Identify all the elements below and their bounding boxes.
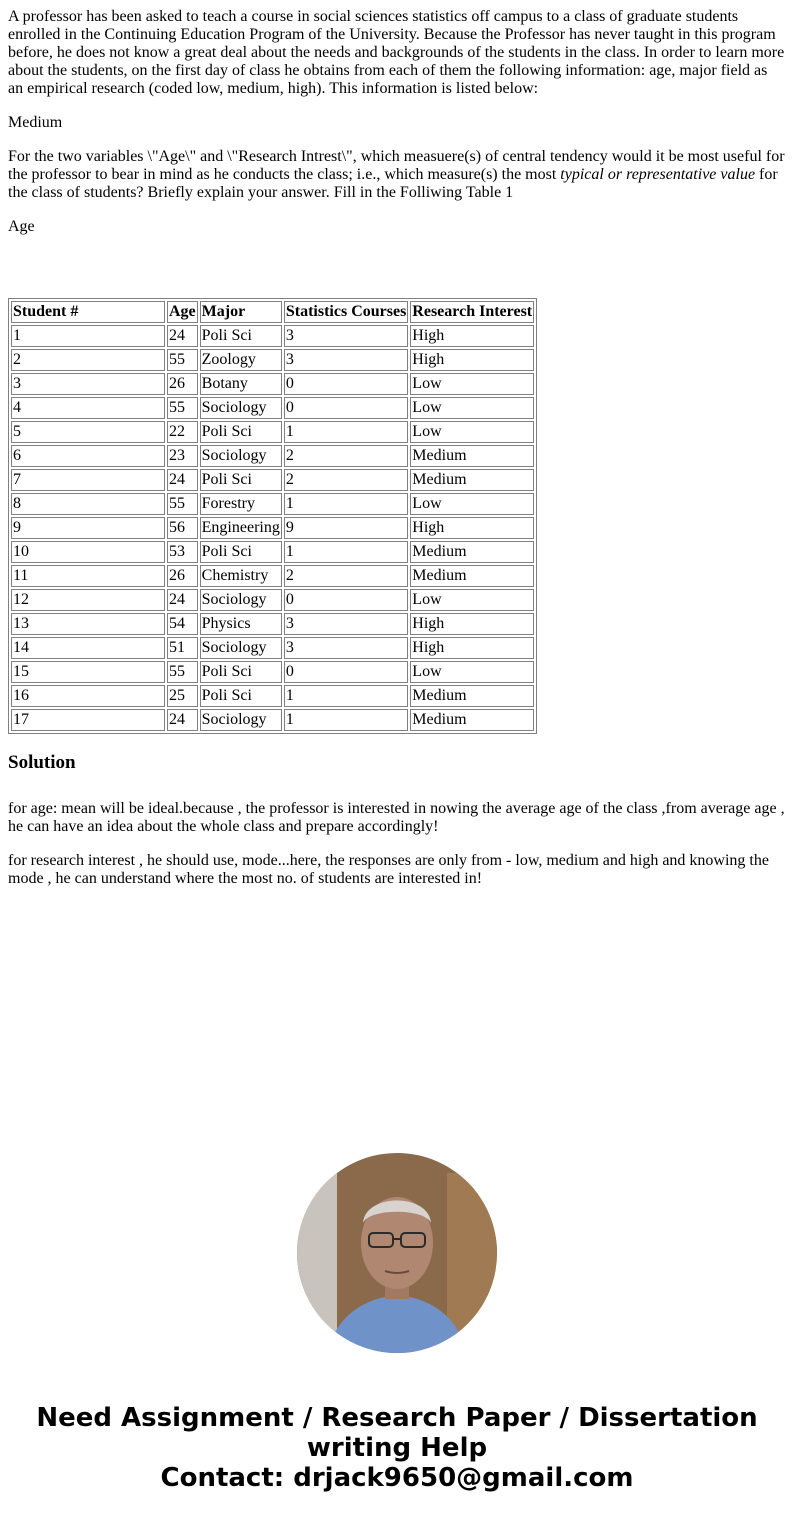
cell-major: Sociology	[200, 589, 282, 611]
cell-age: 56	[167, 517, 198, 539]
cell-student: 4	[11, 397, 165, 419]
cell-age: 55	[167, 349, 198, 371]
table-row	[11, 565, 534, 587]
cell-major: Sociology	[200, 397, 282, 419]
solution-interest-answer: for research interest , he should use, mode...here, the responses are only from - low, medium and high and knowing the mode , he can understand where the most no. of students are interested in!	[8, 852, 769, 887]
table-row	[11, 661, 534, 683]
document-body	[8, 8, 786, 904]
table-row	[11, 373, 534, 395]
table-row	[11, 349, 534, 371]
cell-statistics-courses: 2	[284, 445, 408, 467]
cell-age: 55	[167, 493, 198, 515]
cell-research-interest: High	[410, 613, 534, 635]
cell-major: Sociology	[200, 709, 282, 731]
cell-statistics-courses: 3	[284, 325, 408, 347]
cell-age: 55	[167, 661, 198, 683]
cell-student: 14	[11, 637, 165, 659]
header-age: Age	[167, 301, 198, 323]
cell-student: 8	[11, 493, 165, 515]
cell-statistics-courses: 3	[284, 349, 408, 371]
table-row	[11, 493, 534, 515]
cell-age: 25	[167, 685, 198, 707]
cell-major: Physics	[200, 613, 282, 635]
cell-research-interest: Low	[410, 373, 534, 395]
table-row	[11, 541, 534, 563]
cell-age: 53	[167, 541, 198, 563]
cell-major: Sociology	[200, 445, 282, 467]
cell-statistics-courses: 2	[284, 469, 408, 491]
table-body	[11, 325, 534, 731]
cell-age: 55	[167, 397, 198, 419]
table-row	[11, 517, 534, 539]
cell-statistics-courses: 1	[284, 541, 408, 563]
cell-major: Chemistry	[200, 565, 282, 587]
table-row	[11, 421, 534, 443]
cell-research-interest: Medium	[410, 469, 534, 491]
cell-research-interest: Medium	[410, 565, 534, 587]
cell-major: Poli Sci	[200, 421, 282, 443]
cell-statistics-courses: 1	[284, 493, 408, 515]
promo-line-3: Contact: drjack9650@gmail.com	[160, 1463, 634, 1493]
avatar-wall	[297, 1153, 337, 1353]
cell-statistics-courses: 1	[284, 421, 408, 443]
cell-research-interest: Low	[410, 589, 534, 611]
cell-statistics-courses: 0	[284, 661, 408, 683]
cell-age: 26	[167, 565, 198, 587]
medium-label: Medium	[8, 114, 63, 131]
cell-major: Poli Sci	[200, 469, 282, 491]
prompt-italic-text: typical or representative value	[560, 166, 756, 183]
age-label: Age	[8, 218, 35, 235]
cell-age: 24	[167, 469, 198, 491]
cell-statistics-courses: 1	[284, 709, 408, 731]
cell-major: Poli Sci	[200, 685, 282, 707]
cell-statistics-courses: 3	[284, 637, 408, 659]
cell-major: Zoology	[200, 349, 282, 371]
table-row	[11, 685, 534, 707]
cell-research-interest: High	[410, 637, 534, 659]
cell-research-interest: Low	[410, 397, 534, 419]
cell-research-interest: High	[410, 349, 534, 371]
solution-heading: Solution	[8, 752, 76, 773]
students-table	[8, 298, 537, 734]
cell-statistics-courses: 2	[284, 565, 408, 587]
promo-banner	[0, 1403, 794, 1493]
cell-student: 13	[11, 613, 165, 635]
cell-student: 10	[11, 541, 165, 563]
cell-major: Poli Sci	[200, 661, 282, 683]
table-row	[11, 637, 534, 659]
cell-student: 5	[11, 421, 165, 443]
promo-line-2: writing Help	[306, 1433, 488, 1463]
cell-statistics-courses: 0	[284, 373, 408, 395]
cell-research-interest: Medium	[410, 541, 534, 563]
header-student: Student #	[11, 301, 165, 323]
cell-major: Engineering	[200, 517, 282, 539]
cell-age: 24	[167, 589, 198, 611]
header-statistics-courses: Statistics Courses	[284, 301, 408, 323]
table-row	[11, 613, 534, 635]
cell-statistics-courses: 3	[284, 613, 408, 635]
cell-student: 16	[11, 685, 165, 707]
table-row	[11, 469, 534, 491]
cell-statistics-courses: 9	[284, 517, 408, 539]
cell-student: 17	[11, 709, 165, 731]
cell-student: 9	[11, 517, 165, 539]
cell-age: 24	[167, 709, 198, 731]
cell-student: 6	[11, 445, 165, 467]
cell-student: 11	[11, 565, 165, 587]
cell-student: 3	[11, 373, 165, 395]
cell-student: 12	[11, 589, 165, 611]
prompt-text-before: For the two variables \"Age\" and \"Research Intrest\", which measuere(s) of central tendency would it be most useful for the professor to bear in mind as he conducts the class; i.e., which measure(s) the most	[8, 148, 785, 183]
cell-age: 26	[167, 373, 198, 395]
prompt-text-after: for the class of students? Briefly explain your answer. Fill in the Folliwing Table 1	[8, 166, 778, 201]
cell-statistics-courses: 1	[284, 685, 408, 707]
cell-age: 54	[167, 613, 198, 635]
cell-student: 15	[11, 661, 165, 683]
cell-student: 1	[11, 325, 165, 347]
table-row	[11, 325, 534, 347]
cell-research-interest: Low	[410, 493, 534, 515]
question-intro: A professor has been asked to teach a course in social sciences statistics off campus to a class of graduate students enrolled in the Continuing Education Program of the University. Because the Professor has never taught in this program before, he does not know a great deal about the needs and backgrounds of the students in the class. In order to learn more about the students, on the first day of class he obtains from each of them the following information: age, major field as an empirical research (coded low, medium, high). This information is listed below:	[8, 8, 785, 97]
cell-research-interest: Medium	[410, 445, 534, 467]
table-row	[11, 589, 534, 611]
cell-major: Forestry	[200, 493, 282, 515]
promo-line-1: Need Assignment / Research Paper / Dissertation	[36, 1403, 758, 1433]
question-prompt	[8, 148, 786, 202]
cell-research-interest: High	[410, 325, 534, 347]
header-major: Major	[200, 301, 282, 323]
table-row	[11, 709, 534, 731]
cell-age: 23	[167, 445, 198, 467]
cell-age: 51	[167, 637, 198, 659]
cell-research-interest: Low	[410, 661, 534, 683]
table-row	[11, 397, 534, 419]
cell-major: Poli Sci	[200, 541, 282, 563]
cell-research-interest: High	[410, 517, 534, 539]
cell-major: Sociology	[200, 637, 282, 659]
cell-statistics-courses: 0	[284, 397, 408, 419]
avatar-photo	[297, 1153, 497, 1353]
cell-research-interest: Low	[410, 421, 534, 443]
table-row	[11, 445, 534, 467]
author-avatar	[297, 1153, 497, 1353]
cell-major: Botany	[200, 373, 282, 395]
cell-major: Poli Sci	[200, 325, 282, 347]
solution-age-answer: for age: mean will be ideal.because , the professor is interested in nowing the average age of the class ,from average age , he can have an idea about the whole class and prepare accordingly!	[8, 800, 785, 835]
cell-research-interest: Medium	[410, 709, 534, 731]
cell-age: 24	[167, 325, 198, 347]
cell-student: 7	[11, 469, 165, 491]
header-research-interest: Research Interest	[410, 301, 534, 323]
cell-age: 22	[167, 421, 198, 443]
cell-student: 2	[11, 349, 165, 371]
cell-research-interest: Medium	[410, 685, 534, 707]
table-header-row	[11, 301, 534, 323]
cell-statistics-courses: 0	[284, 589, 408, 611]
